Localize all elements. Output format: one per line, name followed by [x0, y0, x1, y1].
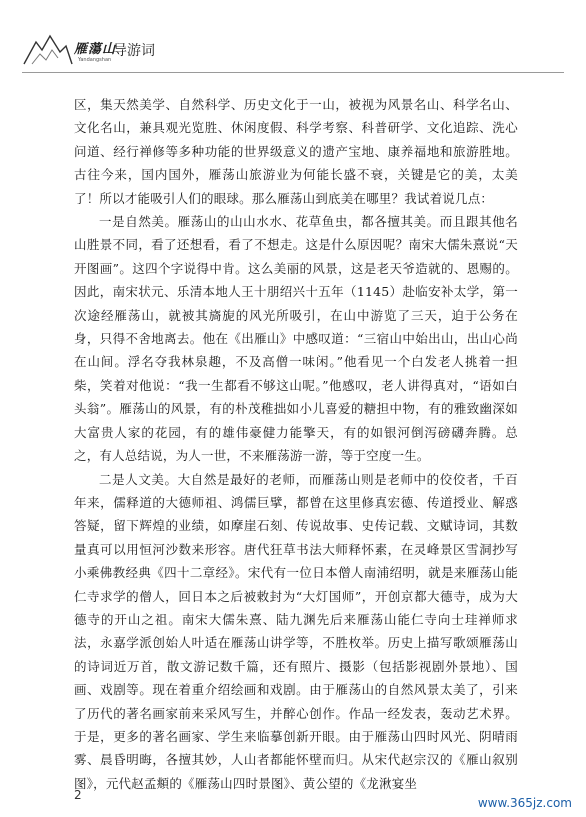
- logo-subtitle: Yandangshan: [78, 57, 112, 63]
- paragraph-continuation: 区，集天然美学、自然科学、历史文化于一山，被视为风景名山、科学名山、文化名山，兼具观光览胜、休闲度假、科学考察、科普研学、文化追踪、洗心问道、经行禅修等多种功能的世界级意义的遗产宝地、康养福地和旅游胜地。古往今来，国内国外，雁荡山旅游业为何能长盛不衰，关键是它的美，太美了！所以才能吸引人们的眼球。那么雁荡山到底美在哪里？我试着说几点：: [74, 97, 518, 206]
- body-text: [74, 93, 518, 795]
- paragraph-cultural-beauty: 二是人文美。大自然是最好的老师，而雁荡山则是老师中的佼佼者，千百年来，儒释道的大德师祖、鸿儒巨擘，都曾在这里修真宏德、传道授业、解惑答疑，留下辉煌的业绩，如摩崖石刻、传说故事、史传记载、文赋诗词，其数量真可以用恒河沙数来形容。唐代狂草书法大师释怀素，在灵峰景区雪洞抄写小乘佛教经典《四十二章经》。宋代有一位日本僧人南浦绍明，就是来雁荡山能仁寺求学的僧人，回日本之后被敕封为“大灯国师”，开创京都大德寺，成为大德寺的开山之祖。南宋大儒朱熹、陆九渊先后来雁荡山能仁寺向士珪禅师求法，永嘉学派创始人叶适在雁荡山讲学等，不胜枚举。历史上描写歌颂雁荡山的诗词近万首，散文游记数千篇，还有照片、摄影（包括影视剧外景地）、国画、戏剧等。现在着重介绍绘画和戏剧。由于雁荡山的自然风景太美了，引来了历代的著名画家前来采风写生，并醉心创作。作品一经发表，轰动艺术界。于是，更多的著名画家、学生来临摹创新开眼。由于雁荡山四时风光、阴晴雨雾、晨昏明晦，各擅其妙，人山者都能怀壁而归。从宋代赵宗汉的《雁山叙别图》，元代赵孟頫的《雁荡山四时景图》、黄公望的《龙湫宴坐: [74, 471, 518, 791]
- page-number: 2: [74, 788, 82, 802]
- section-title: 导游词: [113, 43, 155, 59]
- watermark: www.365jz.com: [477, 796, 572, 810]
- logo-brand-text: 雁蕩山: [74, 42, 117, 57]
- header-divider: [22, 72, 564, 73]
- mountain-logo-icon: [22, 28, 74, 68]
- paragraph-natural-beauty: 一是自然美。雁荡山的山山水水、花草鱼虫，都各擅其美。而且跟其他名山胜景不同，看了还想看，看了不想走。这是什么原因呢？南宋大儒朱熹说“天开图画”。这四个字说得中肯。这么美丽的风景，这是老天爷造就的、恩赐的。因此，南宋状元、乐清本地人王十朋绍兴十五年（1145）赴临安补太学，第一次途经雁荡山，就被其旖旎的风光所吸引，在山中游览了三天，迫于公务在身，只得不舍地离去。他在《出雁山》中感叹道：“三宿山中始出山，出山心尚在山间。浮名夺我林泉趣，不及高僧一味闲。”他看见一个白发老人挑着一担柴，笑着对他说：“我一生都看不够这山呢。”他感叹，老人讲得真对，“语如白头翁”。雁荡山的风景，有的朴茂稚拙如小儿喜爱的糖担中物，有的雅致幽深如大富贵人家的花园，有的雄伟豪健力能擎天，有的如银河倒泻磅礴奔腾。总之，有人总结说，为人一世，不来雁荡游一游，等于空度一生。: [74, 214, 518, 464]
- page-header: [22, 26, 564, 76]
